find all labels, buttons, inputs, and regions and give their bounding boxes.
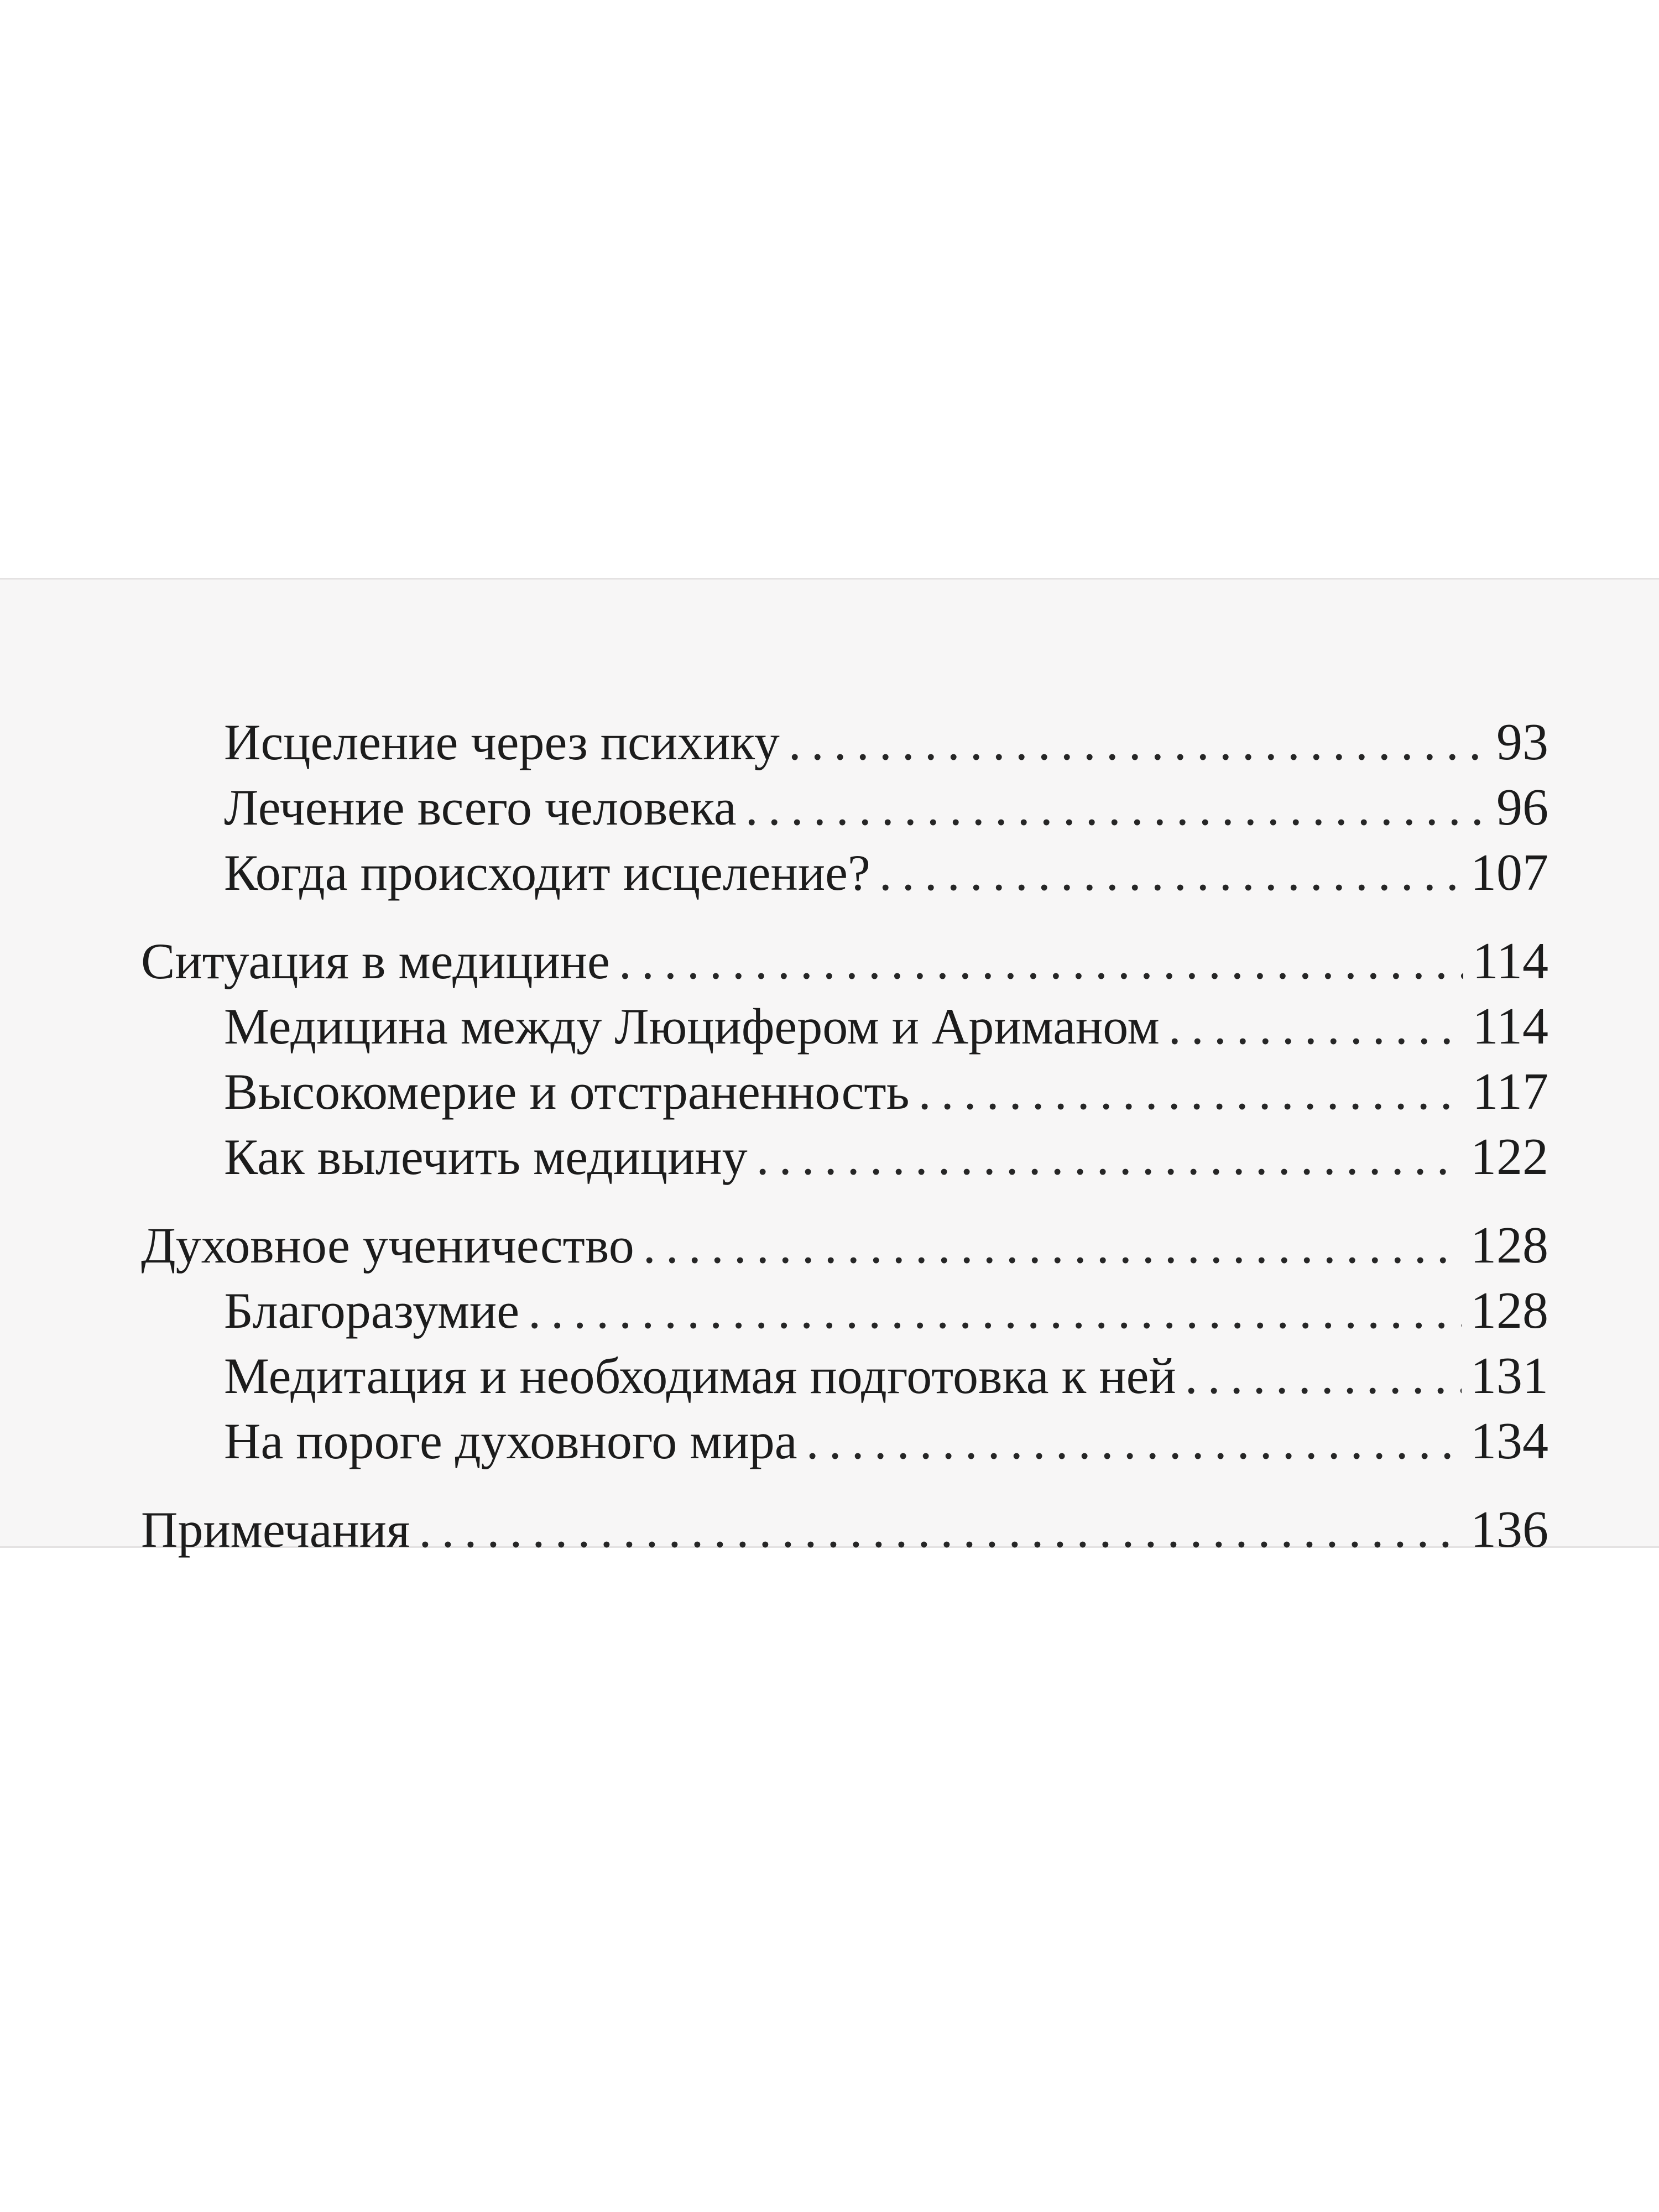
toc-section [141,1213,1548,1278]
toc-entry-title: Медицина между Люцифером и Ариманом [224,998,1160,1055]
toc-entry-title: Высокомерие и отстраненность [224,1063,910,1120]
table-of-contents [141,709,1548,1562]
toc-entry-title: Благоразумие [224,1282,520,1339]
toc-dot-leader [879,840,1462,905]
toc-page-number: 122 [1470,1128,1548,1186]
toc-section-title: Примечания [141,1501,410,1558]
toc-page-number: 96 [1496,779,1548,836]
toc-dot-leader [757,1124,1462,1190]
toc-entry [141,994,1548,1059]
toc-dot-leader [528,1278,1462,1343]
toc-page-number: 134 [1470,1412,1548,1470]
toc-entry [141,775,1548,840]
toc-page-number: 93 [1496,713,1548,771]
toc-section-title: Ситуация в медицине [141,933,610,989]
toc-entry-title: Лечение всего человека [224,779,737,836]
toc-dot-leader [619,928,1464,994]
toc-section-title: Духовное ученичество [141,1217,634,1274]
toc-page-number: 131 [1470,1347,1548,1405]
toc-entry-title: На пороге духовного мира [224,1413,797,1469]
toc-section [141,928,1548,994]
toc-entry [141,1124,1548,1190]
toc-dot-leader [789,709,1488,775]
toc-page-number: 128 [1470,1282,1548,1339]
toc-page-number: 114 [1472,932,1548,990]
toc-page-number: 136 [1470,1501,1548,1558]
toc-page-number: 114 [1472,998,1548,1055]
toc-entry-title: Медитация и необходимая подготовка к ней [224,1348,1176,1404]
toc-entry [141,1278,1548,1343]
toc-dot-leader [419,1497,1462,1562]
toc-page-number: 107 [1470,844,1548,901]
toc-dot-leader [1185,1343,1462,1408]
toc-dot-leader [806,1408,1462,1474]
toc-dot-leader [745,775,1488,840]
toc-entry-title: Исцеление через психику [224,714,780,770]
toc-page-number: 117 [1472,1063,1548,1120]
toc-page-number: 128 [1470,1217,1548,1274]
toc-entry-title: Когда происходит исцеление? [224,844,870,901]
toc-dot-leader [643,1213,1462,1278]
toc-entry [141,1343,1548,1408]
toc-entry-title: Как вылечить медицину [224,1129,748,1185]
toc-entry [141,1059,1548,1124]
toc-dot-leader [1168,994,1464,1059]
toc-entry [141,840,1548,905]
toc-dot-leader [919,1059,1464,1124]
toc-section [141,1497,1548,1562]
toc-entry [141,1408,1548,1474]
toc-entry [141,709,1548,775]
